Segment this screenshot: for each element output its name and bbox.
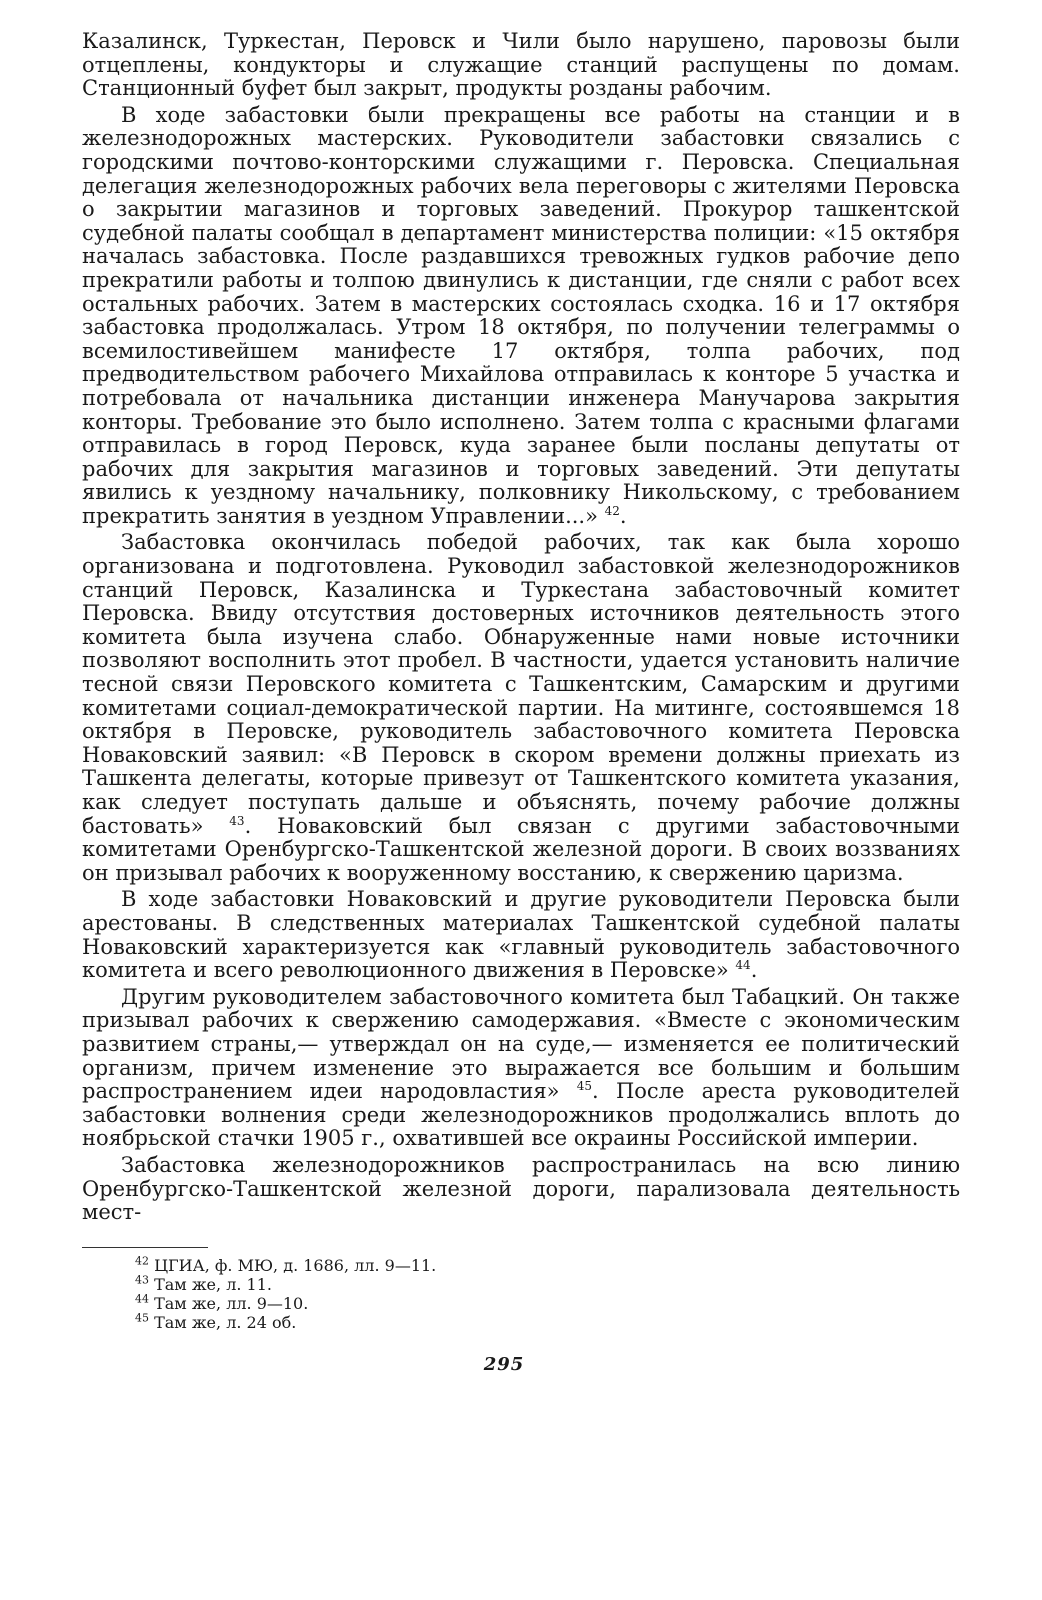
footnote-number: 44 (135, 1292, 149, 1306)
paragraph (82, 30, 960, 101)
paragraph-text: В ходе забастовки были прекращены все работы на станции и в железнодорожных мастерских. Руководители забастовки связались с городскими почтово-конторскими служащими г. Перовска. Специальная делегация железнодорожных рабочих вела переговоры с жителями Перовска о закрытии магазинов и торговых заведений. Прокурор ташкентской судебной палаты сообщал в департамент министерства полиции: «15 октября началась забастовка. После раздавшихся тревожных гудков рабочие депо прекратили работы и толпою двинулись к дистанции, где сняли с работ всех остальных рабочих. Затем в мастерских состоялась сходка. 16 и 17 октября забастовка продолжалась. Утром 18 октября, по получении телеграммы о всемилостивейшем манифесте 17 октября, толпа рабочих, под предводительством рабочего Михайлова отправилась к конторе 5 участка и потребовала от начальника дистанции инженера Манучарова закрытия конторы. Требование это было исполнено. Затем толпа с красными флагами отправилась в город Перовск, куда заранее были посланы депутаты от рабочих для закрытия магазинов и торговых заведений. Эти депутаты явились к уездному начальнику, полковнику Никольскому, с требованием прекратить занятия в уездном Управлении...» (82, 102, 960, 528)
paragraph (82, 888, 960, 982)
footnote (135, 1275, 960, 1294)
footnote-reference: 42 (604, 503, 620, 518)
footnote-reference: 44 (735, 958, 751, 973)
footnote (135, 1256, 960, 1275)
footnote-text: Там же, л. 24 об. (149, 1312, 297, 1332)
footnote-number: 42 (135, 1254, 149, 1268)
paragraph (82, 986, 960, 1151)
paragraph-text: Казалинск, Туркестан, Перовск и Чили было нарушено, паровозы были отцеплены, кондукторы и служащие станций распущены по домам. Станционный буфет был закрыт, продукты розданы рабочим. (82, 29, 960, 101)
paragraph-text: . (619, 503, 627, 528)
paragraph-text: В ходе забастовки Новаковский и другие руководители Перовска были арестованы. В следственных материалах Ташкентской судебной палаты Новаковский характеризуется как «главный руководитель забастовочного комитета и всего революционного движения в Перовске» (82, 887, 960, 983)
paragraph (82, 1154, 960, 1225)
paragraph (82, 531, 960, 885)
footnote (135, 1294, 960, 1313)
footnote-text: Там же, лл. 9—10. (149, 1293, 309, 1313)
footnote-reference: 45 (576, 1079, 593, 1094)
paragraph-text: Забастовка окончилась победой рабочих, так как была хорошо организована и подготовлена. Руководил забастовкой железнодорожников станций Перовск, Казалинска и Туркестана забастовочный комитет Перовска. Ввиду отсутствия достоверных источников деятельность этого комитета была изучена слабо. Обнаруженные нами новые источники позволяют восполнить этот пробел. В частности, удается установить наличие тесной связи Перовского комитета с Ташкентским, Самарским и другими комитетами социал-демократической партии. На митинге, состоявшемся 18 октября в Перовске, руководитель забастовочного комитета Перовска Новаковский заявил: «В Перовск в скором времени должны приехать из Ташкента делегаты, которые привезут от Ташкентского комитета указания, как следует поступать дальше и объяснять, почему рабочие должны бастовать» (82, 530, 960, 838)
footnote-number: 45 (135, 1311, 149, 1325)
paragraph (82, 104, 960, 529)
footnote-text: Там же, л. 11. (149, 1274, 272, 1294)
paragraph-text: . Новаковский был связан с другими забастовочными комитетами Оренбургско-Ташкентской железной дороги. В своих воззваниях он призывал рабочих к вооруженному восстанию, к свержению царизма. (82, 813, 960, 885)
body-text (82, 30, 960, 1225)
book-page (82, 30, 960, 1375)
footnote-number: 43 (135, 1273, 149, 1287)
footnote (135, 1313, 960, 1332)
footnote-reference: 43 (229, 813, 245, 828)
paragraph-text: Другим руководителем забастовочного комитета был Табацкий. Он также призывал рабочих к свержению самодержавия. «Вместе с экономическим развитием страны,— утверждал он на суде,— изменяется ее политический организм, причем изменение это выражается все большим и большим распространением идеи народовластия» (82, 984, 960, 1104)
page-number: 295 (483, 1353, 525, 1375)
footnote-divider (82, 1247, 208, 1248)
paragraph-text: . После ареста руководителей забастовки волнения среди железнодорожников продолжались вплоть до ноябрьской стачки 1905 г., охватившей все окраины Российской империи. (82, 1079, 960, 1151)
paragraph-text: . (750, 958, 758, 983)
footnotes (82, 1256, 960, 1332)
paragraph-text: Забастовка железнодорожников распространилась на всю линию Оренбургско-Ташкентской железной дороги, парализовала деятельность мест- (82, 1152, 960, 1225)
footnote-text: ЦГИА, ф. МЮ, д. 1686, лл. 9—11. (149, 1255, 437, 1275)
